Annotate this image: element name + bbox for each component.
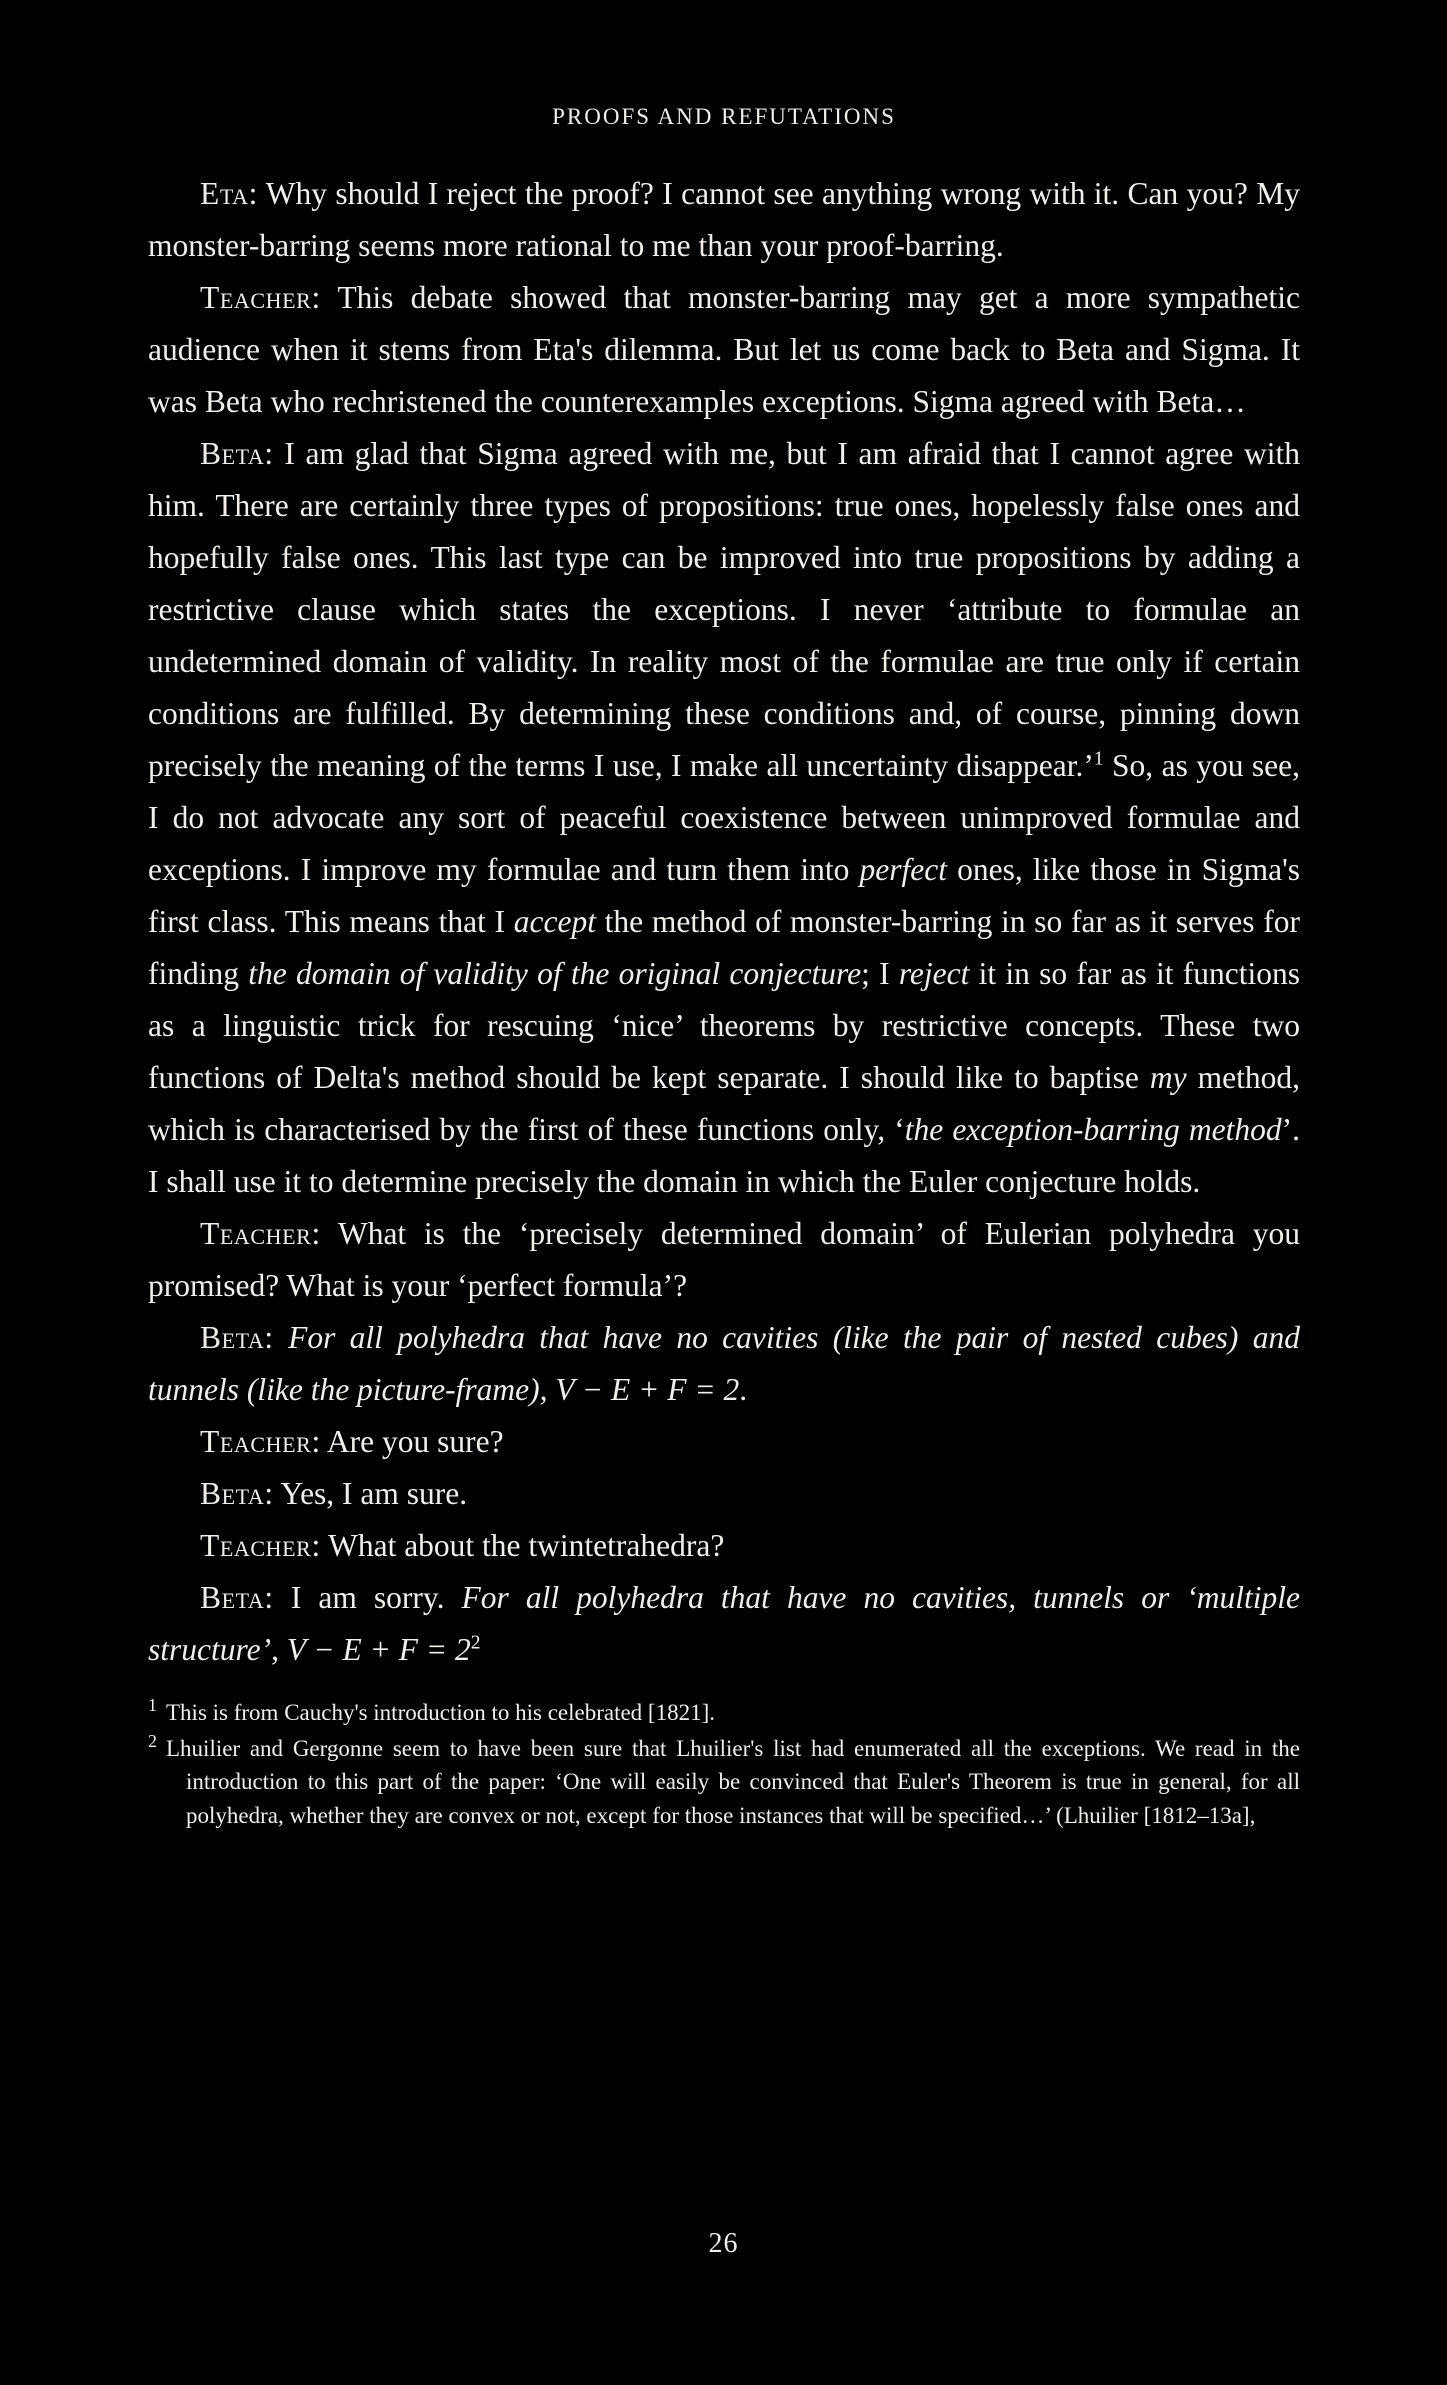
speaker-label-beta: Beta: (200, 1476, 274, 1511)
speaker-label-teacher: Teacher: (200, 1528, 321, 1563)
paragraph-text: What about the twintetrahedra? (320, 1528, 725, 1563)
formula-euler-2: V − E + F = 2 (286, 1632, 471, 1667)
paragraph-text: This debate showed that monster-barring may get a more sympathetic audience when it stems from Eta's dilemma. But let us come back to Beta and Sigma. It was Beta who rechristened the counterexamples exceptions. Sigma agreed with Beta… (148, 280, 1300, 419)
footnote-ref-2[interactable]: 2 (470, 1632, 481, 1654)
paragraph-beta-2 (148, 1312, 1300, 1416)
paragraph-beta-4 (148, 1572, 1300, 1676)
speaker-label-beta: Beta: (200, 436, 274, 471)
emphasis-domain-of-validity: the domain of validity of the original conjecture (248, 956, 862, 991)
speaker-label-teacher: Teacher: (200, 280, 321, 315)
paragraph-text-e: ; I (861, 956, 899, 991)
paragraph-text: What is the ‘precisely determined domain’ of Eulerian polyhedra you promised? What is your ‘perfect formula’? (148, 1216, 1300, 1303)
paragraph-beta-1 (148, 428, 1300, 1208)
speaker-label-teacher: Teacher: (200, 1424, 321, 1459)
running-head: PROOFS AND REFUTATIONS (552, 104, 896, 129)
speaker-label-eta: Eta: (200, 176, 258, 211)
footnote-item (148, 1696, 1300, 1730)
footnote-item (148, 1732, 1300, 1833)
paragraph-text: Yes, I am sure. (273, 1476, 468, 1511)
speaker-label-beta: Beta: (200, 1320, 274, 1355)
footnote-mark: 2 (148, 1730, 157, 1751)
paragraph-text-h: ’. I shall use it to determine precisely the domain in which the Euler conjecture holds. (148, 1112, 1300, 1199)
emphasis-no-cavities: For all polyhedra that have no cavities, tunnels or ‘multiple structure’ (148, 1580, 1300, 1667)
paragraph-eta-1 (148, 168, 1300, 272)
paragraph-text-a: I am sorry. (273, 1580, 462, 1615)
paragraph-text-f: it in so far as it functions as a linguistic trick for rescuing ‘nice’ theorems by restrictive concepts. These two functions of Delta's method should be kept separate. I should like to baptise (148, 956, 1300, 1095)
paragraph-teacher-2 (148, 1208, 1300, 1312)
footnote-text: This is from Cauchy's introduction to his celebrated [1821]. (166, 1700, 716, 1725)
emphasis-my: my (1149, 1060, 1187, 1095)
formula-euler-1: V − E + F = 2 (555, 1372, 740, 1407)
footnote-text: Lhuilier and Gergonne seem to have been sure that Lhuilier's list had enumerated all the exceptions. We read in the introduction to this part of the paper: ‘One will easily be convinced that Euler's Theorem is true in general, for all polyhedra, whether they are convex or not, except for those instances that will be specified…’ (Lhuilier [1812–13a], (166, 1735, 1300, 1828)
footnote-mark: 1 (148, 1695, 157, 1716)
paragraph-text: Why should I reject the proof? I cannot see anything wrong with it. Can you? My monster-barring seems more rational to me than your proof-barring. (148, 176, 1300, 263)
speaker-label-beta: Beta: (200, 1580, 274, 1615)
paragraph-text: Are you sure? (320, 1424, 504, 1459)
emphasis-perfect-formula: For all polyhedra that have no cavities (like the pair of nested cubes) and tunnels (like the picture-frame), (148, 1320, 1300, 1407)
paragraph-text-c: ones, like those in Sigma's first class. This means that I (148, 852, 1301, 939)
paragraph-teacher-3 (148, 1416, 1300, 1468)
page-number: 26 (708, 2228, 739, 2259)
paragraph-teacher-4 (148, 1520, 1300, 1572)
paragraph-beta-3 (148, 1468, 1300, 1520)
page-content (148, 104, 1300, 1834)
paragraph-teacher-1 (148, 272, 1300, 428)
paragraph-text-g: method, which is characterised by the first of these functions only, ‘ (148, 1060, 1300, 1147)
footnotes-section (148, 1696, 1300, 1832)
emphasis-reject: reject (898, 956, 970, 991)
paragraph-text-a: I am glad that Sigma agreed with me, but I am afraid that I cannot agree with him. There are certainly three types of propositions: true ones, hopelessly false ones and hopefully false ones. This last type can be improved into true propositions by adding a restrictive clause which states the exceptions. I never ‘attribute to formulae an undetermined domain of validity. In reality most of the formulae are true only if certain conditions are fulfilled. By determining these conditions and, of course, pinning down precisely the meaning of the terms I use, I make all uncertainty disappear.’ (148, 436, 1300, 783)
paragraph-text-b: So, as you see, I do not advocate any sort of peaceful coexistence between unimproved formulae and exceptions. I improve my formulae and turn them into (148, 748, 1301, 887)
speaker-label-teacher: Teacher: (200, 1216, 321, 1251)
emphasis-perfect: perfect (859, 852, 947, 887)
paragraph-text-d: the method of monster-barring in so far as it serves for finding (148, 904, 1300, 991)
paragraph-text-b: , (271, 1632, 287, 1667)
emphasis-accept: accept (513, 904, 596, 939)
emphasis-exception-barring-method: the exception-barring method (904, 1112, 1282, 1147)
footnote-ref-1[interactable]: 1 (1093, 748, 1104, 770)
paragraph-text: . (739, 1372, 748, 1407)
